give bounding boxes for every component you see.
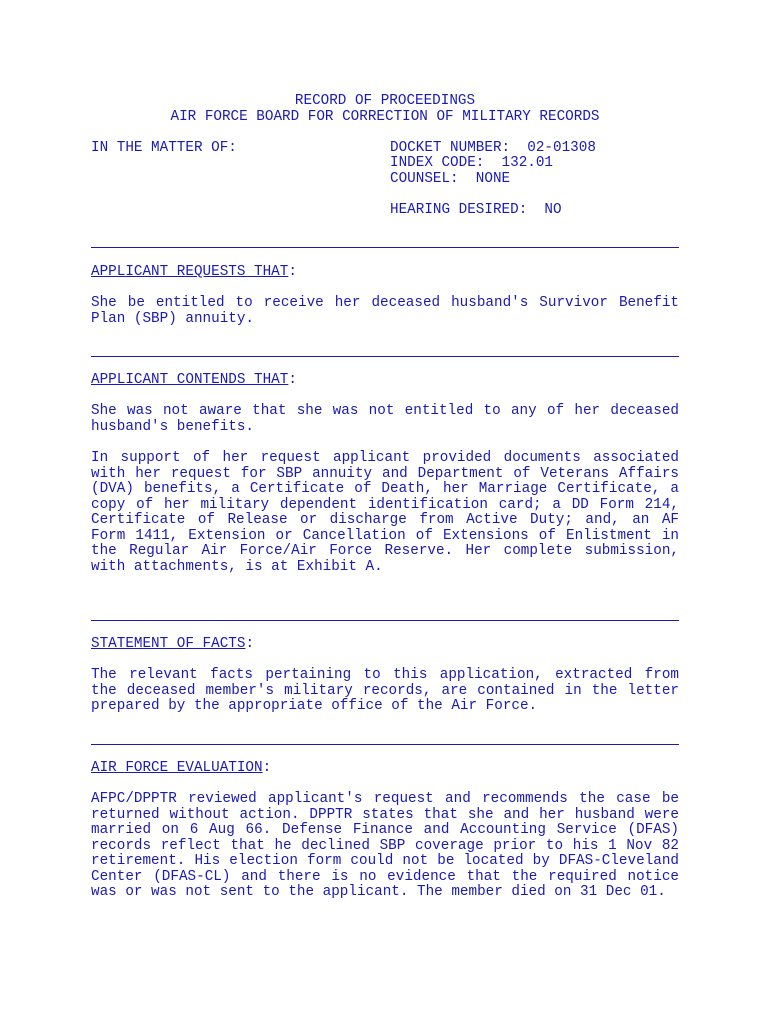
heading-colon: :	[245, 636, 255, 652]
heading-text: APPLICANT CONTENDS THAT	[91, 372, 289, 388]
section-heading-evaluation	[91, 761, 271, 777]
document-title: RECORD OF PROCEEDINGS	[294, 93, 476, 109]
section-divider	[91, 356, 679, 357]
facts-paragraph: The relevant facts pertaining to this application, extracted from the deceased member's military records, are contained in the letter prepared by the appropriate office of the Air Force.	[91, 667, 679, 714]
section-divider	[91, 744, 679, 745]
index-code: INDEX CODE: 132.01	[390, 155, 554, 171]
heading-colon: :	[288, 372, 297, 388]
section-divider	[91, 620, 679, 621]
section-divider	[91, 247, 679, 248]
heading-colon: :	[262, 760, 272, 776]
contends-paragraph: In support of her request applicant provided documents associated with her request for SBP annuity and Department of Veterans Affairs (DVA) benefits, a Certificate of Death, her Marriage Certificate, a copy of her military dependent identification card; a DD Form 214, Certificate of Release or discharge from Active Duty; and, an AF Form 1411, Extension or Cancellation of Extensions of Enlistment in the Regular Air Force/Air Force Reserve. Her complete submission, with attachments, is at Exhibit A.	[91, 450, 679, 575]
docket-number: DOCKET NUMBER: 02-01308	[390, 140, 596, 156]
section-heading-facts	[91, 637, 254, 653]
hearing-desired: HEARING DESIRED: NO	[390, 202, 562, 218]
heading-text: APPLICANT REQUESTS THAT	[91, 264, 289, 280]
heading-text: AIR FORCE EVALUATION	[91, 760, 263, 776]
heading-colon: :	[288, 264, 297, 280]
board-name: AIR FORCE BOARD FOR CORRECTION OF MILITARY RECORDS	[170, 109, 600, 125]
matter-label: IN THE MATTER OF:	[91, 140, 237, 156]
counsel: COUNSEL: NONE	[390, 171, 511, 187]
requests-paragraph: She be entitled to receive her deceased husband's Survivor Benefit Plan (SBP) annuity.	[91, 295, 679, 327]
section-heading-contends	[91, 373, 297, 389]
contends-paragraph: She was not aware that she was not entitled to any of her deceased husband's benefits.	[91, 403, 679, 435]
heading-text: STATEMENT OF FACTS	[91, 636, 246, 652]
evaluation-paragraph: AFPC/DPPTR reviewed applicant's request and recommends the case be returned without action. DPPTR states that she and her husband were married on 6 Aug 66. Defense Finance and Accounting Service (DFAS) records reflect that he declined SBP coverage prior to his 1 Nov 82 retirement. His election form could not be located by DFAS-Cleveland Center (DFAS-CL) and there is no evidence that the required notice was or was not sent to the applicant. The member died on 31 Dec 01.	[91, 791, 679, 900]
section-heading-requests	[91, 265, 297, 281]
